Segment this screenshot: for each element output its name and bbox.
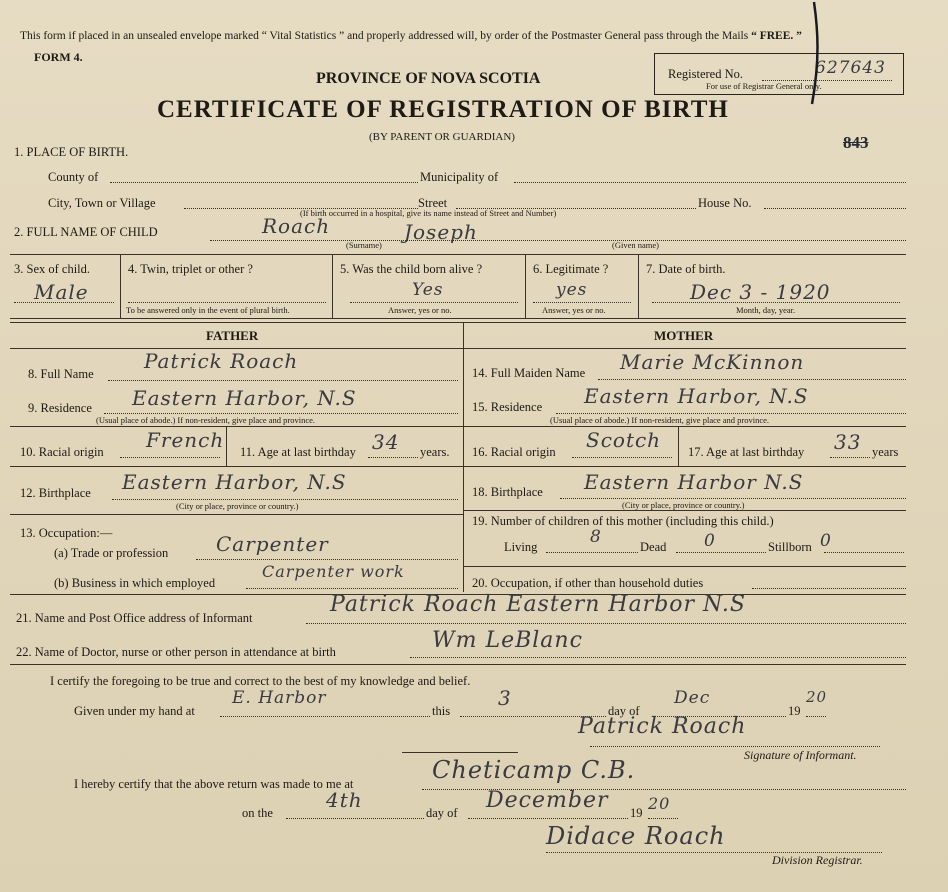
children-count-label: 19. Number of children of this mother (including this child.) xyxy=(472,514,774,528)
mother-race-label: 16. Racial origin xyxy=(472,445,556,459)
on-the-label: on the xyxy=(242,806,273,820)
given-place-value: E. Harbor xyxy=(232,688,327,708)
child-given-value: Joseph xyxy=(404,220,478,244)
return-year-value: 20 xyxy=(648,794,671,813)
occupation-label: 13. Occupation:— xyxy=(20,526,113,540)
dob-label: 7. Date of birth. xyxy=(646,262,726,276)
father-birthplace-label: 12. Birthplace xyxy=(20,486,91,500)
return-day-value: 4th xyxy=(326,788,363,812)
dayof-label: day of xyxy=(608,704,640,718)
child-name-label: 2. FULL NAME OF CHILD xyxy=(14,225,158,239)
born-alive-note: Answer, yes or no. xyxy=(388,305,452,315)
father-birthplace-note: (City or place, province or country.) xyxy=(176,501,299,511)
registrar-caption: Division Registrar. xyxy=(772,853,863,867)
mother-birthplace-value: Eastern Harbor N.S xyxy=(584,470,804,494)
father-residence-note: (Usual place of abode.) If non-resident, give place and province. xyxy=(96,415,316,425)
postal-notice xyxy=(20,30,802,42)
mother-birthplace-label: 18. Birthplace xyxy=(472,485,543,499)
pen-stroke-mark xyxy=(800,0,830,110)
sex-value: Male xyxy=(34,280,89,304)
street-label: Street xyxy=(418,196,448,210)
return-month-value: December xyxy=(486,788,609,813)
father-name-value: Patrick Roach xyxy=(144,349,299,373)
subtitle: (BY PARENT OR GUARDIAN) xyxy=(369,131,515,143)
living-label: Living xyxy=(504,540,538,554)
county-label: County of xyxy=(48,170,99,184)
day-value: 3 xyxy=(498,686,512,710)
father-name-label: 8. Full Name xyxy=(28,367,94,381)
born-alive-value: Yes xyxy=(412,280,444,300)
return-made-label: I hereby certify that the above return was made to me at xyxy=(74,777,354,791)
business-value: Carpenter work xyxy=(262,562,405,581)
given-name-caption: (Given name) xyxy=(612,240,659,250)
business-label: (b) Business in which employed xyxy=(54,576,216,590)
stillborn-value: 0 xyxy=(820,531,832,551)
twin-note: To be answered only in the event of plural birth. xyxy=(126,305,290,315)
mother-residence-value: Eastern Harbor, N.S xyxy=(584,384,809,408)
father-birthplace-value: Eastern Harbor, N.S xyxy=(122,470,347,494)
father-residence-value: Eastern Harbor, N.S xyxy=(132,386,357,410)
mother-name-value: Marie McKinnon xyxy=(620,350,805,374)
given-under-label: Given under my hand at xyxy=(74,704,195,718)
stillborn-label: Stillborn xyxy=(768,540,812,554)
return-dayof-label: day of xyxy=(426,806,458,820)
this-label: this xyxy=(432,704,451,718)
informant-label: 21. Name and Post Office address of Informant xyxy=(16,611,253,625)
mother-residence-label: 15. Residence xyxy=(472,400,543,414)
dob-note: Month, day, year. xyxy=(736,305,796,315)
doctor-value: Wm LeBlanc xyxy=(432,628,583,653)
surname-caption: (Surname) xyxy=(346,240,382,250)
return-place-value: Cheticamp C.B. xyxy=(432,756,636,784)
trade-label: (a) Trade or profession xyxy=(54,546,169,560)
year-value: 20 xyxy=(806,688,828,706)
municipality-label: Municipality of xyxy=(420,170,499,184)
child-surname-value: Roach xyxy=(262,214,331,238)
mother-occupation-label: 20. Occupation, if other than household duties xyxy=(472,576,704,590)
father-race-value: French xyxy=(146,428,225,452)
trade-value: Carpenter xyxy=(216,532,329,556)
father-age-label: 11. Age at last birthday xyxy=(240,445,356,459)
mother-birthplace-note: (City or place, province or country.) xyxy=(622,500,745,510)
mother-race-value: Scotch xyxy=(586,428,662,452)
place-of-birth-label: 1. PLACE OF BIRTH. xyxy=(14,145,129,159)
registrar-general-note: For use of Registrar General only. xyxy=(706,81,822,91)
legitimate-note: Answer, yes or no. xyxy=(542,305,606,315)
father-age-value: 34 xyxy=(372,430,400,454)
registered-number-value: 627643 xyxy=(815,58,886,78)
dead-value: 0 xyxy=(704,531,716,551)
return-year-prefix: 19 xyxy=(630,806,643,820)
mother-years: years xyxy=(872,445,899,459)
informant-value: Patrick Roach Eastern Harbor N.S xyxy=(330,592,746,617)
house-label: House No. xyxy=(698,196,752,210)
sex-label: 3. Sex of child. xyxy=(14,262,91,276)
dob-value: Dec 3 - 1920 xyxy=(690,280,831,304)
province-heading: PROVINCE OF NOVA SCOTIA xyxy=(316,70,541,87)
year-prefix: 19 xyxy=(788,704,801,718)
mother-name-label: 14. Full Maiden Name xyxy=(472,366,586,380)
registrar-signature: Didace Roach xyxy=(546,822,726,850)
twin-label: 4. Twin, triplet or other ? xyxy=(128,262,253,276)
legitimate-value: yes xyxy=(556,280,588,300)
doctor-label: 22. Name of Doctor, nurse or other person in attendance at birth xyxy=(16,645,336,659)
mother-age-label: 17. Age at last birthday xyxy=(688,445,805,459)
father-race-label: 10. Racial origin xyxy=(20,445,104,459)
form-number: FORM 4. xyxy=(34,50,83,64)
page-title: CERTIFICATE OF REGISTRATION OF BIRTH xyxy=(157,96,729,123)
living-value: 8 xyxy=(590,527,602,547)
father-residence-label: 9. Residence xyxy=(28,401,92,415)
father-years: years. xyxy=(420,445,450,459)
city-label: City, Town or Village xyxy=(48,196,156,210)
born-alive-label: 5. Was the child born alive ? xyxy=(340,262,483,276)
corner-number: 843 xyxy=(843,133,869,152)
father-heading: FATHER xyxy=(206,328,259,343)
mother-heading: MOTHER xyxy=(654,328,714,343)
mother-residence-note: (Usual place of abode.) If non-resident, give place and province. xyxy=(550,415,770,425)
legitimate-label: 6. Legitimate ? xyxy=(533,262,609,276)
mother-age-value: 33 xyxy=(834,430,862,454)
dead-label: Dead xyxy=(640,540,667,554)
registered-label: Registered No. xyxy=(668,67,743,81)
postal-notice-text: This form if placed in an unsealed envelope marked “ Vital Statistics ” and properly addressed will, by order of the Postmaster General pass through the Mails xyxy=(20,30,749,42)
informant-signature-caption: Signature of Informant. xyxy=(744,748,857,762)
informant-signature: Patrick Roach xyxy=(578,714,747,739)
month-value: Dec xyxy=(674,688,711,708)
free-mark: “ FREE. ” xyxy=(751,30,802,42)
hospital-note: (If birth occurred in a hospital, give its name instead of Street and Number) xyxy=(300,208,557,218)
certify-statement: I certify the foregoing to be true and correct to the best of my knowledge and belief. xyxy=(50,674,471,688)
